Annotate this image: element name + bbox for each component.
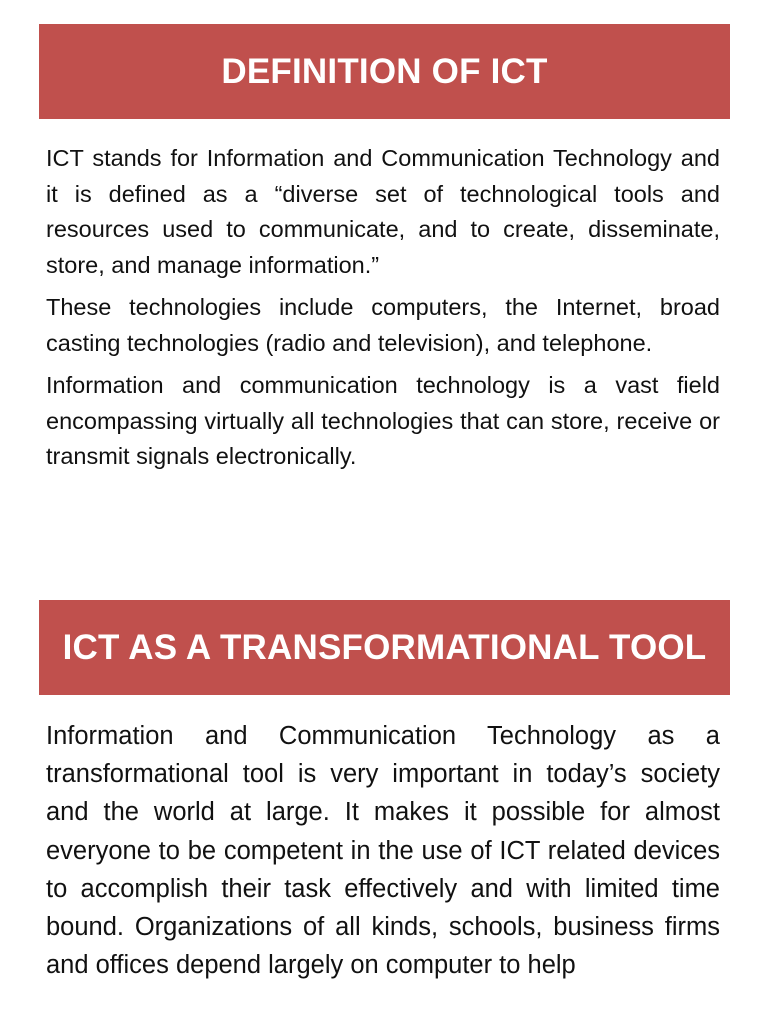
definition-paragraph-2: These technologies include computers, the Internet, broad casting technologies (radio and television), and telephone. bbox=[46, 294, 720, 356]
transformational-tool-section bbox=[46, 717, 720, 984]
definition-section bbox=[46, 141, 720, 475]
transformational-tool-paragraph: Information and Communication Technology as a transformational tool is very important in today’s society and the world at large. It makes it possible for almost everyone to be competent in the use of ICT related devices to accomplish their task effectively and with limited time bound. Organizations of all kinds, schools, business firms and offices depend largely on computer to help bbox=[46, 722, 720, 980]
definition-heading: DEFINITION OF ICT bbox=[221, 51, 548, 91]
definition-heading-banner bbox=[39, 24, 730, 119]
definition-paragraph-3: Information and communication technology is a vast field encompassing virtually all technologies that can store, receive or transmit signals electronically. bbox=[46, 372, 720, 469]
definition-paragraph-1: ICT stands for Information and Communication Technology and it is defined as a “diverse set of technological tools and resources used to communicate, and to create, disseminate, store, and manage information.” bbox=[46, 145, 720, 278]
transformational-tool-heading-banner bbox=[39, 600, 730, 695]
transformational-tool-heading: ICT AS A TRANSFORMATIONAL TOOL bbox=[62, 627, 707, 667]
